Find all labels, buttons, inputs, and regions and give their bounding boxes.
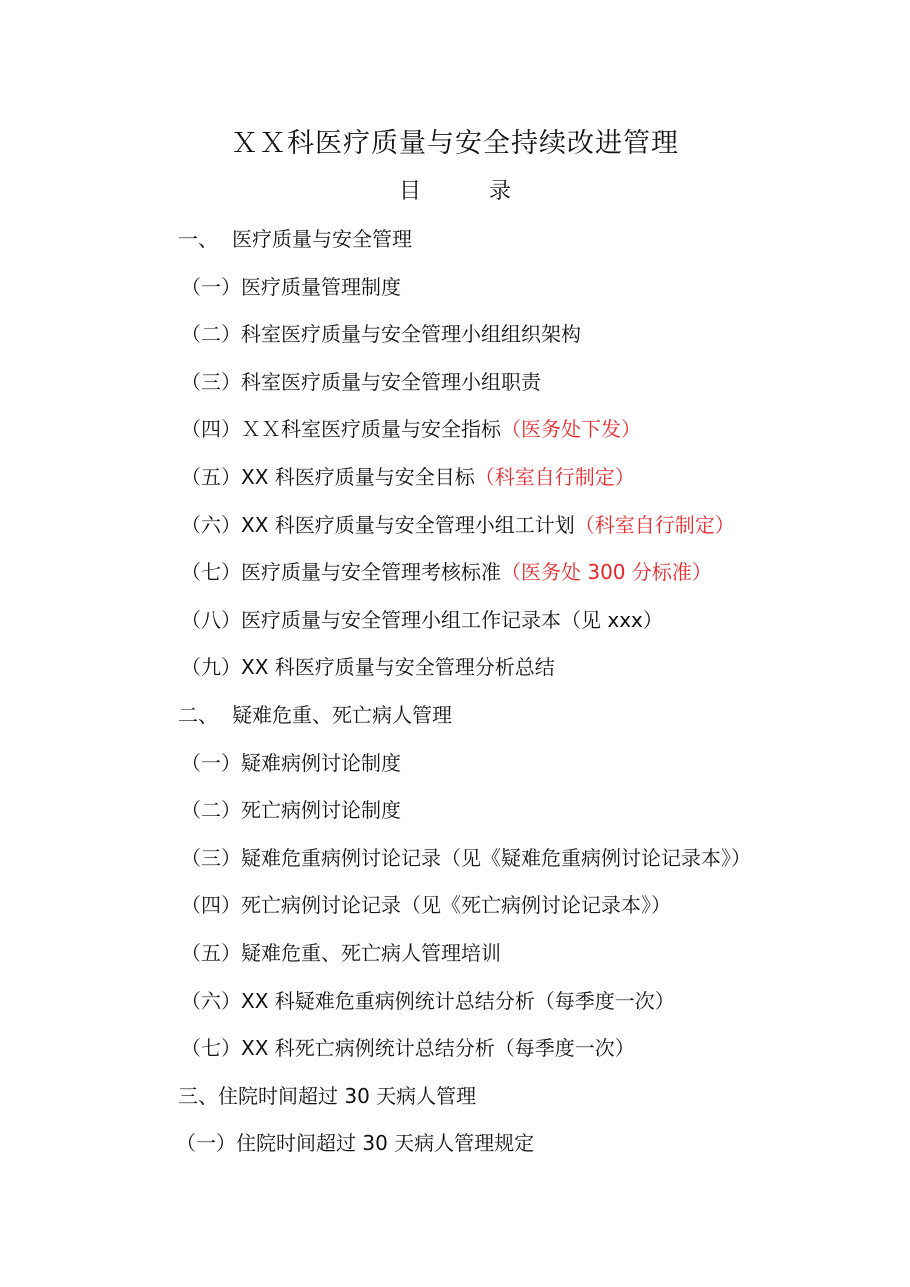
toc-prefix: （四） [181, 893, 241, 918]
toc-text: 疑难危重、死亡病人管理 [232, 702, 452, 727]
toc-prefix: （三） [181, 845, 241, 870]
toc-prefix: （四） [181, 417, 241, 442]
toc-prefix: （五） [181, 464, 241, 489]
toc-prefix: 二、 [178, 702, 218, 727]
toc-prefix: （六） [181, 988, 241, 1013]
toc-text: 医疗质量与安全管理小组工作记录本（见 xxx） [241, 607, 663, 632]
toc-note: （科室自行制定） [574, 512, 735, 537]
toc-prefix: 一、 [178, 227, 218, 251]
toc-prefix: 三、 [178, 1083, 218, 1108]
toc-text: 死亡病例讨论记录（见《死亡病例讨论记录本》） [241, 893, 671, 918]
toc-prefix: （一） [181, 750, 241, 775]
toc-prefix: （三） [181, 369, 241, 394]
toc-prefix: （七） [181, 1036, 241, 1061]
toc-entry [0, 935, 910, 983]
table-of-contents [0, 221, 910, 1173]
toc-entry [0, 459, 910, 507]
toc-entry [0, 840, 910, 888]
toc-heading-char-1: 目 [398, 179, 421, 204]
toc-text: 住院时间超过 30 天病人管理规定 [236, 1131, 535, 1156]
toc-prefix: （一） [176, 1131, 236, 1156]
toc-prefix: （二） [181, 322, 241, 347]
toc-prefix: （九） [181, 655, 241, 680]
toc-entry [0, 745, 910, 793]
toc-text: 死亡病例讨论制度 [241, 798, 401, 823]
toc-note: （医务处 300 分标准） [501, 560, 712, 585]
toc-text: 疑难危重、死亡病人管理培训 [241, 940, 501, 965]
toc-text: XX 科医疗质量与安全管理分析总结 [241, 655, 555, 680]
toc-entry [0, 316, 910, 364]
toc-text: XX 科医疗质量与安全目标 [241, 464, 475, 489]
toc-entry [0, 983, 910, 1031]
toc-prefix: （二） [181, 798, 241, 823]
toc-entry [0, 507, 910, 555]
toc-entry [0, 364, 910, 412]
toc-entry [0, 602, 910, 650]
toc-entry [0, 887, 910, 935]
toc-prefix: （七） [181, 560, 241, 585]
toc-text: 医疗质量与安全管理考核标准 [241, 560, 501, 585]
toc-section-1 [0, 221, 910, 269]
toc-note: （科室自行制定） [474, 464, 635, 489]
toc-entry [0, 554, 910, 602]
toc-section-3 [0, 1078, 910, 1126]
toc-text: ＸＸ科室医疗质量与安全指标 [241, 417, 501, 442]
toc-text: 科室医疗质量与安全管理小组组织架构 [241, 322, 581, 347]
toc-text: XX 科疑难危重病例统计总结分析（每季度一次） [241, 988, 675, 1013]
toc-entry [0, 411, 910, 459]
toc-entry [0, 1125, 910, 1173]
toc-prefix: （五） [181, 940, 241, 965]
toc-prefix: （一） [181, 274, 241, 299]
toc-prefix: （六） [181, 512, 241, 537]
toc-section-2 [0, 697, 910, 745]
document-title: ＸＸ科医疗质量与安全持续改进管理 [231, 128, 679, 159]
toc-entry [0, 649, 910, 697]
toc-entry [0, 792, 910, 840]
toc-text: 疑难病例讨论制度 [241, 750, 401, 775]
toc-heading [0, 174, 910, 210]
toc-entry [0, 1030, 910, 1078]
toc-entry [0, 269, 910, 317]
toc-text: 疑难危重病例讨论记录（见《疑难危重病例讨论记录本》） [241, 845, 751, 870]
toc-text: 科室医疗质量与安全管理小组职责 [241, 369, 541, 394]
toc-text: 住院时间超过 30 天病人管理 [218, 1083, 477, 1108]
toc-heading-char-2: 录 [489, 179, 512, 204]
toc-text: XX 科死亡病例统计总结分析（每季度一次） [241, 1036, 635, 1061]
toc-text: 医疗质量与安全管理 [232, 227, 412, 251]
toc-text: XX 科医疗质量与安全管理小组工计划 [241, 512, 575, 537]
toc-note: （医务处下发） [501, 417, 641, 442]
toc-prefix: （八） [181, 607, 241, 632]
toc-text: 医疗质量管理制度 [241, 274, 401, 299]
